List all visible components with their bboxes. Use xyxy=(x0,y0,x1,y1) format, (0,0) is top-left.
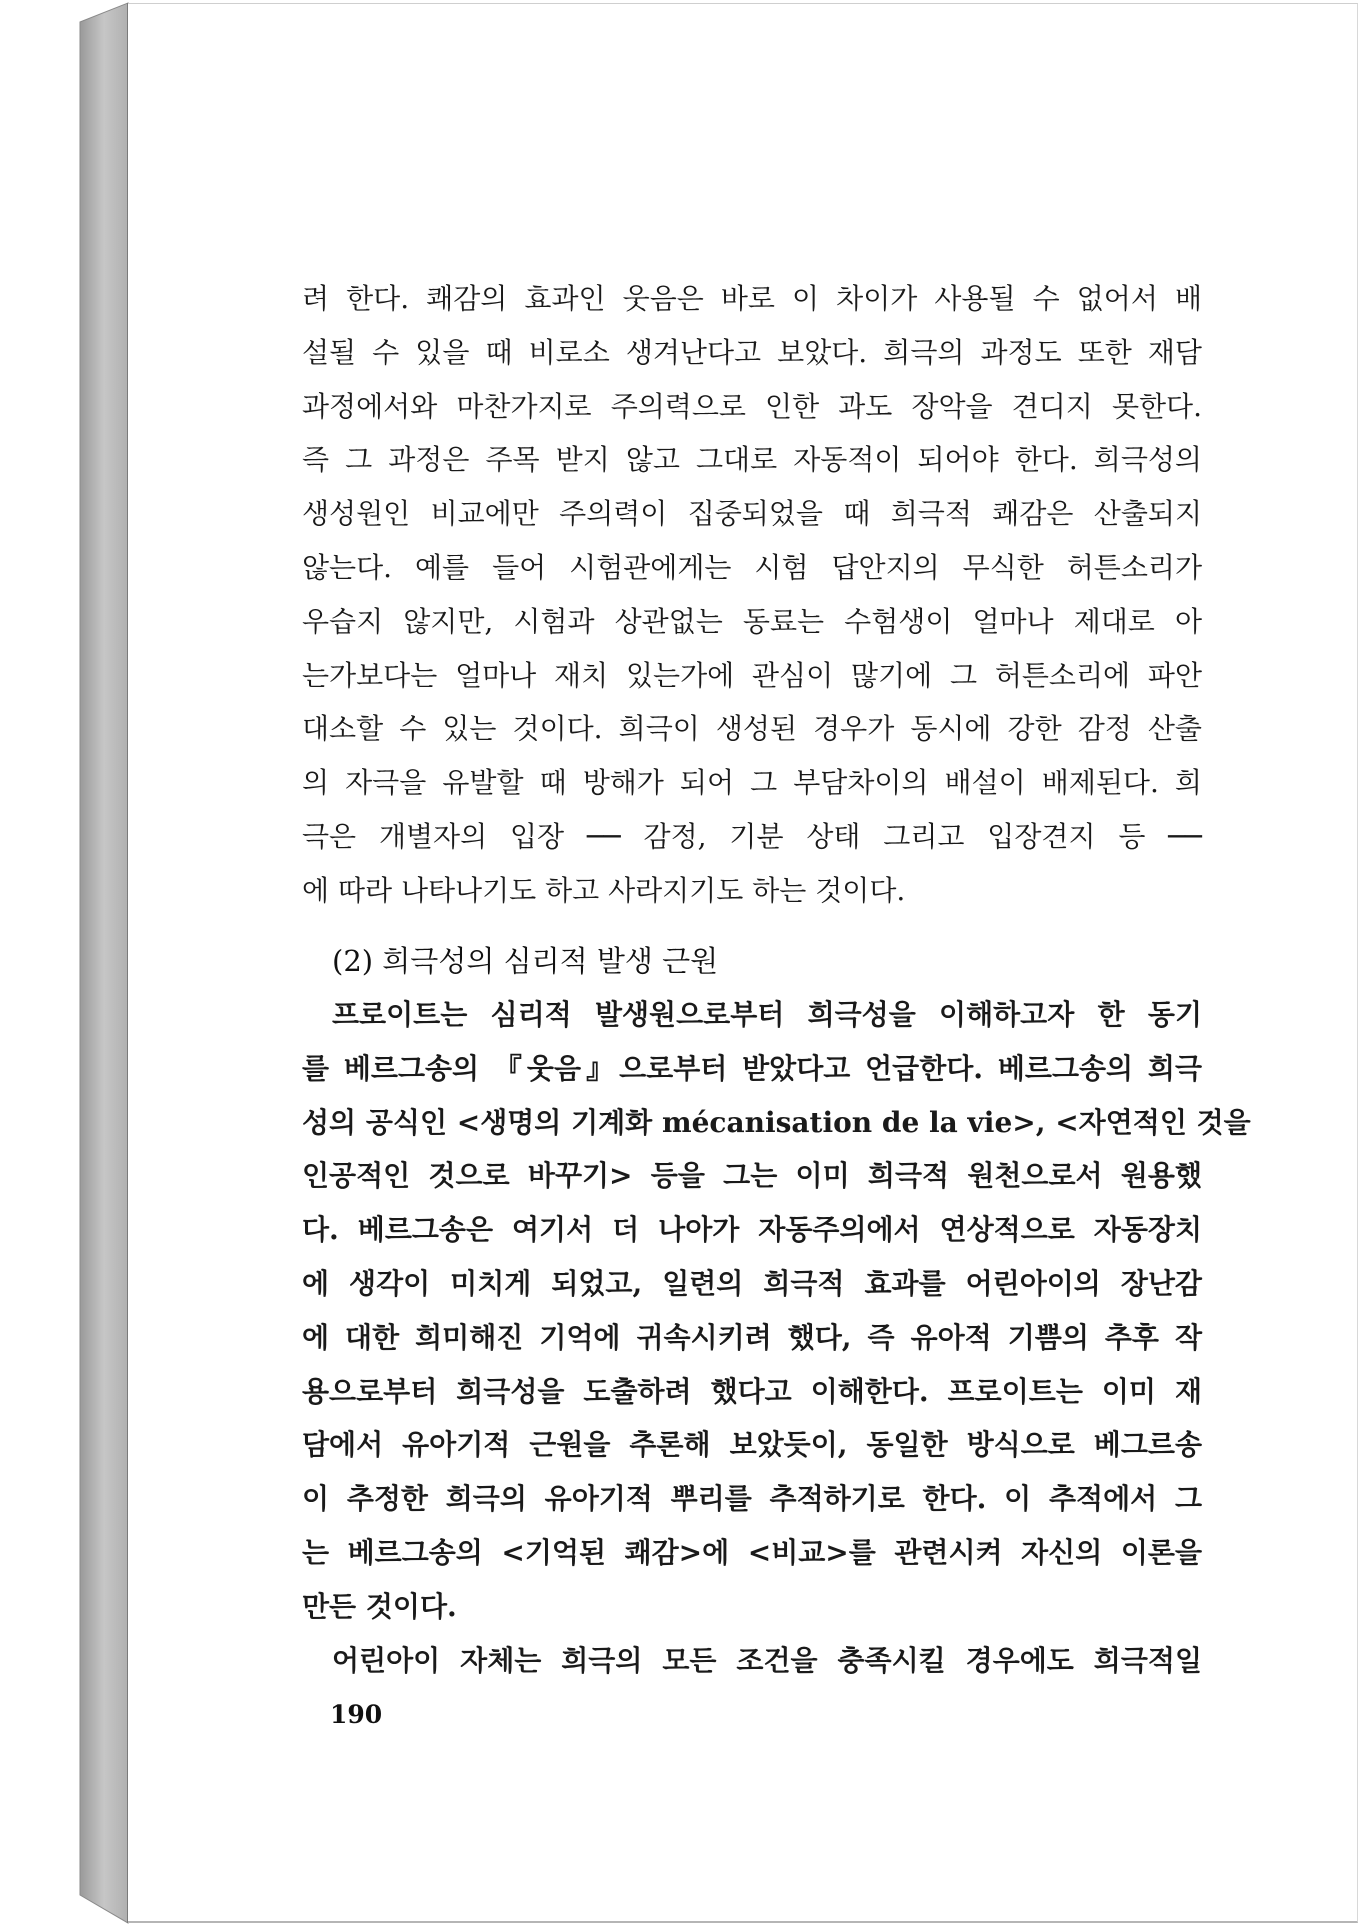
text-line: 용으로부터 희극성을 도출하려 했다고 이해한다. 프로이트는 이미 재 xyxy=(302,1374,1202,1408)
page-number: 190 xyxy=(330,1700,383,1729)
paragraph-section-body xyxy=(302,988,1251,1687)
text-line: 우습지 않지만, 시험과 상관없는 동료는 수험생이 얼마나 제대로 아 xyxy=(302,604,1202,638)
text-line: 에 생각이 미치게 되었고, 일련의 희극적 효과를 어린아이의 장난감 xyxy=(302,1266,1202,1300)
text-line: 담에서 유아기적 근원을 추론해 보았듯이, 동일한 방식으로 베그르송 xyxy=(302,1428,1202,1462)
text-line: 프로이트는 심리적 발생원으로부터 희극성을 이해하고자 한 동기 xyxy=(332,998,1202,1031)
paragraph-continued xyxy=(302,272,1202,918)
text-line: 에 대한 희미해진 기억에 귀속시키려 했다, 즉 유아적 기쁨의 추후 작 xyxy=(302,1320,1202,1354)
text-line: 극은 개별자의 입장 ── 감정, 기분 상태 그리고 입장견지 등 ── xyxy=(302,819,1202,853)
text-line: 려 한다. 쾌감의 효과인 웃음은 바로 이 차이가 사용될 수 없어서 배 xyxy=(302,282,1202,315)
text-line: 는 베르그송의 <기억된 쾌감>에 <비교>를 관련시켜 자신의 이론을 xyxy=(302,1535,1202,1569)
text-line: 즉 그 과정은 주목 받지 않고 그대로 자동적이 되어야 한다. 희극성의 xyxy=(302,443,1202,477)
text-line: 과정에서와 마찬가지로 주의력으로 인한 과도 장악을 견디지 못한다. xyxy=(302,389,1202,423)
section-heading: (2) 희극성의 심리적 발생 근원 xyxy=(332,944,719,978)
text-line: 대소할 수 있는 것이다. 희극이 생성된 경우가 동시에 강한 감정 산출 xyxy=(302,712,1202,746)
text-line: 인공적인 것으로 바꾸기> 등을 그는 이미 희극적 원천으로서 원용했 xyxy=(302,1159,1202,1193)
text-line: 만든 것이다. xyxy=(302,1589,457,1623)
text-line: 않는다. 예를 들어 시험관에게는 시험 답안지의 무식한 허튼소리가 xyxy=(302,550,1202,584)
text-line: 에 따라 나타나기도 하고 사라지기도 하는 것이다. xyxy=(302,873,906,907)
text-line: 성의 공식인 <생명의 기계화 mécanisation de la vie>, <자연적인 것을 xyxy=(302,1105,1251,1139)
text-line: 다. 베르그송은 여기서 더 나아가 자동주의에서 연상적으로 자동장치 xyxy=(302,1213,1202,1247)
text-line: 어린아이 자체는 희극의 모든 조건을 충족시킬 경우에도 희극적일 xyxy=(332,1643,1202,1677)
text-line: 생성원인 비교에만 주의력이 집중되었을 때 희극적 쾌감은 산출되지 xyxy=(302,497,1202,531)
text-line: 는가보다는 얼마나 재치 있는가에 관심이 많기에 그 허튼소리에 파안 xyxy=(302,658,1202,692)
text-line: 설될 수 있을 때 비로소 생겨난다고 보았다. 희극의 과정도 또한 재담 xyxy=(302,335,1202,369)
text-line: 의 자극을 유발할 때 방해가 되어 그 부담차이의 배설이 배제된다. 희 xyxy=(302,766,1202,800)
text-line: 를 베르그송의 『웃음』으로부터 받았다고 언급한다. 베르그송의 희극 xyxy=(302,1051,1202,1085)
text-line: 이 추정한 희극의 유아기적 뿌리를 추적하기로 한다. 이 추적에서 그 xyxy=(302,1482,1202,1516)
